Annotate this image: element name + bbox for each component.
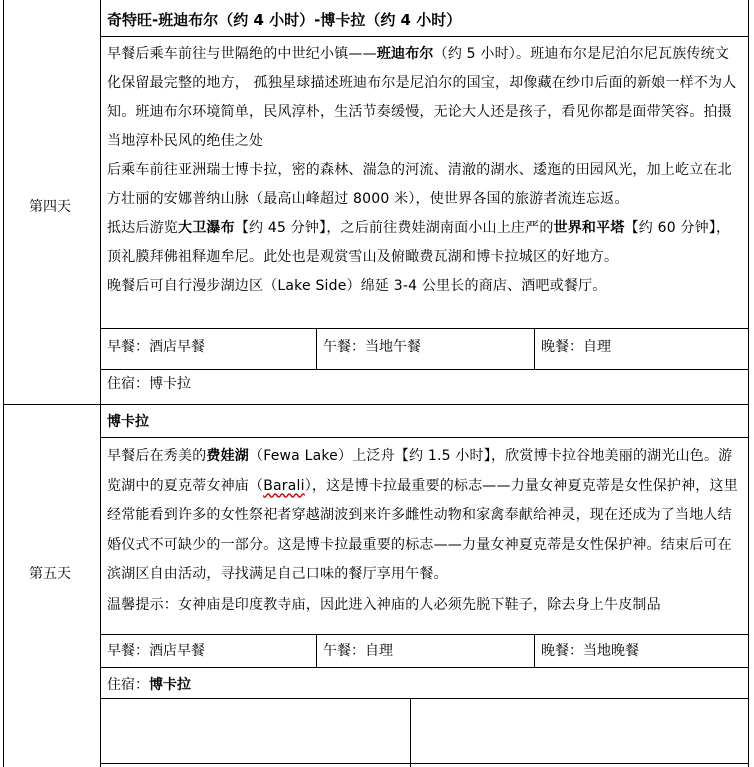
day-title: 奇特旺-班迪布尔（约 4 小时）-博卡拉（约 4 小时） <box>107 11 462 29</box>
day-description <box>101 442 749 619</box>
marked-text: Barali <box>263 477 305 494</box>
text-run: 【约 45 分钟】，之后前往费娃湖南面小山上庄严的 <box>234 220 554 236</box>
accommodation-info <box>107 371 191 397</box>
text-run: 早餐后在秀美的 <box>107 448 207 464</box>
row-line <box>100 369 749 370</box>
row-line <box>100 667 749 668</box>
accommodation-value: 博卡拉 <box>149 677 191 693</box>
empty-cell <box>411 699 748 763</box>
paragraph <box>107 156 743 214</box>
accommodation-value: 博卡拉 <box>149 376 191 392</box>
lunch-info: 午餐：自理 <box>323 643 393 659</box>
row-line <box>100 763 749 764</box>
row-line <box>100 634 749 635</box>
breakfast-info: 早餐：酒店早餐 <box>107 643 205 659</box>
text-run: 早餐后乘车前往与世隔绝的中世纪小镇—— <box>107 46 377 62</box>
row-line <box>100 437 749 438</box>
bold-text: 费娃湖 <box>206 448 250 464</box>
dinner-info: 晚餐：自理 <box>541 339 611 355</box>
text-run: （Fewa Lake）上泛舟【约 1.5 小时】，欣赏博卡拉谷地美丽的湖光山色。游览湖中的夏克蒂女神庙（ <box>107 448 733 494</box>
dinner-info: 晚餐：当地晚餐 <box>541 643 639 659</box>
accommodation-info <box>107 672 191 698</box>
paragraph <box>107 40 743 156</box>
text-run: 温馨提示：女神庙是印度教寺庙，因此进入神庙的人必须先脱下鞋子，除去身上牛皮制品 <box>107 596 661 613</box>
text-run: （约 5 小时）。班迪布尔是尼泊尔尼瓦族传统文化保留最完整的地方， 孤独星球描述班迪布尔是尼泊尔的国宝，却像藏在纱巾后面的新娘一样不为人知。班迪布尔环境简单，民风淳朴，生活节奏缓慢，无论大人还是孩子，看见你都是面带笑容。拍摄当地淳朴民风的绝佳之处 <box>107 46 737 149</box>
day-label: 第四天 <box>29 199 71 215</box>
text-run: 抵达后游览 <box>107 220 178 236</box>
accommodation-label: 住宿： <box>107 677 149 693</box>
day-description <box>101 40 749 300</box>
accommodation-label: 住宿： <box>107 376 149 392</box>
text-run: 【约 60 分钟】，顶礼膜拜佛祖释迦牟尼。此处也是观赏雪山及俯瞰费瓦湖和博卡拉城区的好地方。 <box>107 220 731 265</box>
day-label: 第五天 <box>29 566 71 582</box>
row-line <box>100 328 749 329</box>
breakfast-info: 早餐：酒店早餐 <box>107 339 205 355</box>
bold-text: 大卫瀑布 <box>178 220 235 236</box>
text-run: ），这是博卡拉最重要的标志——力量女神夏克蒂是女性保护神，这里经常能看到许多的女性祭祀者穿越湖波到来许多雌性动物和家禽奉献给神灵，现在还成为了当地人结婚仪式不可缺少的一部分。这是博卡拉最重要的标志——力量女神夏克蒂是女性保护神。结束后可在滨湖区自由活动，寻找满足自己口味的餐厅享用午餐。 <box>107 477 738 583</box>
table-border-left <box>3 0 4 767</box>
paragraph <box>107 214 743 272</box>
bold-text: 世界和平塔 <box>553 220 625 236</box>
lunch-info: 午餐：当地午餐 <box>323 339 421 355</box>
day-separator <box>3 404 749 405</box>
row-line <box>100 36 749 37</box>
day-title: 博卡拉 <box>107 414 149 430</box>
empty-cell <box>101 699 410 763</box>
paragraph <box>107 272 743 300</box>
paragraph <box>107 591 743 619</box>
text-run: 晚餐后可自行漫步湖边区（Lake Side）绵延 3-4 公里长的商店、酒吧或餐厅。 <box>107 278 607 294</box>
paragraph <box>107 442 743 590</box>
bold-text: 班迪布尔 <box>376 46 434 62</box>
text-run: 后乘车前往亚洲瑞士博卡拉，密的森林、湍急的河流、清澈的湖水、逶迤的田园风光，加上屹立在北方壮丽的安娜普纳山脉（最高山峰超过 8000 米），使世界各国的旅游者流连忘返。 <box>107 162 732 207</box>
